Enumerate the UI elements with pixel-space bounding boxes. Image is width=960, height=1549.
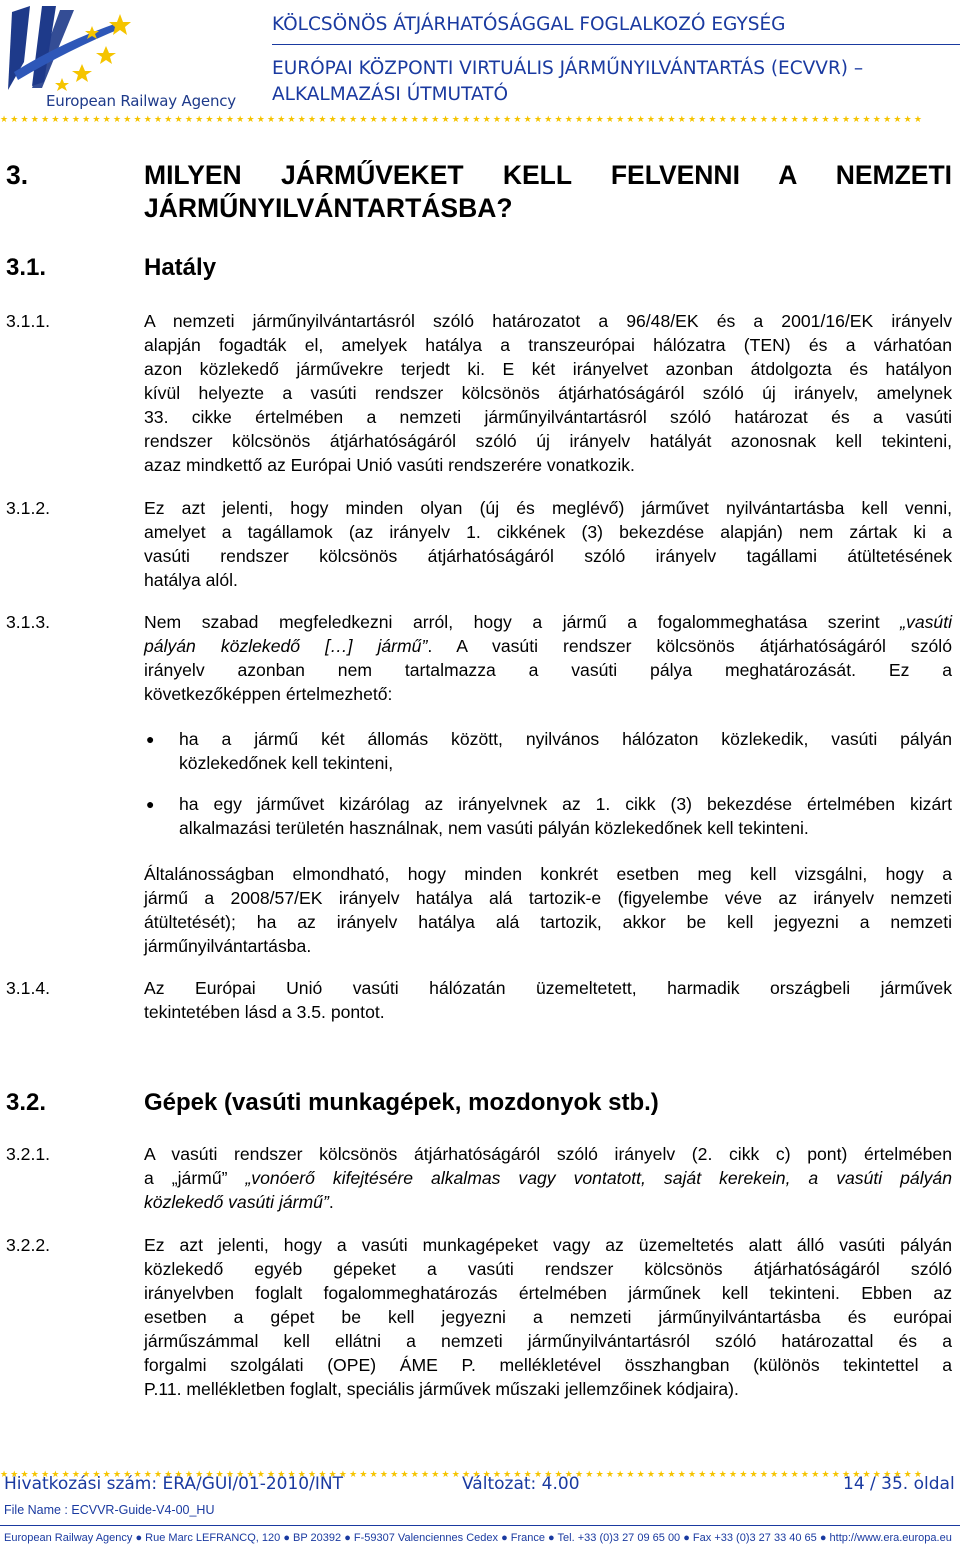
header-doc-title: EURÓPAI KÖZPONTI VIRTUÁLIS JÁRMŰNYILVÁNTARTÁS (ECVVR) – bbox=[272, 58, 864, 79]
footer-address: European Railway Agency ● Rue Marc LEFRANCQ, 120 ● BP 20392 ● F-59307 Valenciennes Cedex ● France ● Tel. +33 (0)3 27 09 65 00 ● Fax +33 (0)3 27 33 40 65 ● http://www.era.europa.eu bbox=[4, 1532, 952, 1544]
text-line: közlekedőnek kell tekinteni, bbox=[179, 753, 394, 773]
paragraph-number: 3.2.2. bbox=[6, 1235, 51, 1255]
text-line: A nemzeti járműnyilvántartásról szóló határozatot a 96/48/EK és a 2001/16/EK irányelv bbox=[144, 311, 952, 331]
section-number: 3. bbox=[6, 160, 29, 190]
text-line: irányelvben foglalt fogalommeghatározás értelmében járműnek kell tekinteni. Ebben az bbox=[144, 1283, 952, 1303]
header-unit-title: KÖLCSÖNÖS ÁTJÁRHATÓSÁGGAL FOGLALKOZÓ EGYSÉG bbox=[272, 14, 786, 35]
paragraph-3-1-2 bbox=[144, 496, 952, 592]
header-divider bbox=[272, 44, 960, 45]
text-line: A vasúti rendszer kölcsönös átjárhatóságáról szóló irányelv (2. cikk c) pont) értelmében bbox=[144, 1144, 952, 1164]
bullet-item bbox=[179, 792, 952, 840]
italic-quote: pályán közlekedő […] jármű” bbox=[144, 636, 428, 656]
paragraph-number: 3.1.2. bbox=[6, 498, 51, 518]
text-line: ha egy járművet kizárólag az irányelvnek az 1. cikk (3) bekezdése értelmében kizárt bbox=[179, 794, 952, 814]
text-line: 33. cikke értelmében a nemzeti járműnyilvántartásról szóló határozat és a vasúti bbox=[144, 407, 952, 427]
header-doc-subtitle: ALKALMAZÁSI ÚTMUTATÓ bbox=[272, 84, 509, 105]
text-line: közlekedő egyéb gépeket a vasúti rendszer kölcsönös átjárhatóságáról szóló bbox=[144, 1259, 952, 1279]
text-span: . bbox=[328, 1192, 334, 1212]
text-line: kívül helyezte a vasúti rendszer kölcsönös átjárhatóságáról szóló új irányelv, amelynek bbox=[144, 383, 952, 403]
paragraph-3-2-1 bbox=[144, 1142, 952, 1214]
text-line: jármű a 2008/57/EK irányelv hatálya alá tartozik-e (figyelembe véve az irányelv nemzeti bbox=[144, 888, 952, 908]
footer-version: Változat: 4.00 bbox=[462, 1474, 580, 1494]
text-line: Ez azt jelenti, hogy minden olyan (új és meglévő) járművet nyilvántartásba kell venni, bbox=[144, 498, 952, 518]
italic-quote: „vonóerő kifejtésére alkalmas vagy vontatott, saját kerekein, a vasúti pályán bbox=[245, 1168, 952, 1188]
text-line: amelyet a tagállamok (az irányelv 1. cikkének (3) bekezdése alapján) nem zártak ki a bbox=[144, 522, 952, 542]
paragraph-3-2-2 bbox=[144, 1233, 952, 1401]
paragraph-number: 3.1.4. bbox=[6, 978, 51, 998]
page-header bbox=[0, 0, 960, 125]
paragraph-3-1-4 bbox=[144, 976, 952, 1024]
subsection-number: 3.1. bbox=[6, 254, 47, 281]
bullet-item bbox=[179, 727, 952, 775]
text-line: irányelv azonban nem tartalmazza a vasúti pálya meghatározását. Ez a bbox=[144, 660, 952, 680]
paragraph-3-1-1 bbox=[144, 309, 952, 477]
text-line: alkalmazási területén használnak, nem vasúti pályán közlekedőnek kell tekinteni. bbox=[179, 818, 809, 838]
subsection-title: Hatály bbox=[144, 254, 217, 281]
footer-reference: Hivatkozási szám: ERA/GUI/01-2010/INT bbox=[4, 1474, 343, 1494]
text-line bbox=[144, 1166, 952, 1190]
text-span: Nem szabad megfeledkezni arról, hogy a jármű a fogalommeghatása szerint bbox=[144, 612, 901, 632]
text-line: azon közlekedő járművekre terjedt ki. E két irányelvet azonban átdolgozta és hatályon bbox=[144, 359, 952, 379]
italic-quote: „vasúti bbox=[900, 612, 952, 632]
paragraph-number: 3.2.1. bbox=[6, 1144, 51, 1164]
text-line: P.11. mellékletben foglalt, speciális járművek műszaki jellemzőinek kódjaira). bbox=[144, 1379, 739, 1399]
footer-star-border: ★★★★★★★★★★★★★★★★★★★★★★★★★★★★★★★★★★★★★★★★★★★★★★★★★★★★★★★★★★★★★★★★★★★★★★★★★★★★★★★★★★★★★★★★★★ bbox=[0, 1469, 925, 1479]
text-line: hatálya alól. bbox=[144, 570, 238, 590]
text-line bbox=[144, 1190, 952, 1214]
paragraph-number: 3.1.1. bbox=[6, 311, 51, 331]
header-star-border: ★★★★★★★★★★★★★★★★★★★★★★★★★★★★★★★★★★★★★★★★★★★★★★★★★★★★★★★★★★★★★★★★★★★★★★★★★★★★★★★★★★★★★★★★★★ bbox=[0, 114, 925, 124]
section-title-line: JÁRMŰNYILVÁNTARTÁSBA? bbox=[144, 193, 513, 223]
text-line: Az Európai Unió vasúti hálózatán üzemeltetett, harmadik országbeli járművek bbox=[144, 978, 952, 998]
text-line: rendszer kölcsönös átjárhatóságáról szóló új irányelv hatályát azonosnak kell tekinteni, bbox=[144, 431, 952, 451]
text-line: vasúti rendszer kölcsönös átjárhatóságáról szóló irányelv tagállami átültetésének bbox=[144, 546, 952, 566]
paragraph-general bbox=[144, 862, 952, 958]
subsection-number: 3.2. bbox=[6, 1089, 47, 1116]
text-span: a „jármű” bbox=[144, 1168, 246, 1188]
text-line: járműszámmal kell ellátni a nemzeti járműnyilvántartásról szóló határozattal és a bbox=[144, 1331, 952, 1351]
text-line: járműnyilvántartásba. bbox=[144, 936, 312, 956]
text-line: átültetését); ha az irányelv hatálya alá tartozik, akkor be kell jegyezni a nemzeti bbox=[144, 912, 952, 932]
text-line: Ez azt jelenti, hogy a vasúti munkagépeket vagy az üzemeltetés alatt álló vasúti pályán bbox=[144, 1235, 952, 1255]
footer-page-number: 14 / 35. oldal bbox=[843, 1474, 955, 1494]
text-line: tekintetében lásd a 3.5. pontot. bbox=[144, 1002, 385, 1022]
text-line: alapján fogadták el, amelyek hatálya a transzeurópai hálózatra (TEN) és a várhatóan bbox=[144, 335, 952, 355]
footer-filename: File Name : ECVVR-Guide-V4-00_HU bbox=[4, 1503, 215, 1517]
section-title bbox=[144, 159, 952, 191]
paragraph-3-1-3 bbox=[144, 610, 952, 706]
text-line: ha a jármű két állomás között, nyilvános hálózaton közlekedik, vasúti pályán bbox=[179, 729, 952, 749]
text-line: forgalmi szolgálati (OPE) ÁME P. mellékletével összhangban (különös tekintettel a bbox=[144, 1355, 952, 1375]
text-line: azaz mindkettő az Európai Unió vasúti rendszerére vonatkozik. bbox=[144, 455, 635, 475]
text-line bbox=[144, 634, 952, 658]
logo-text: European Railway Agency bbox=[46, 92, 236, 110]
section-title-line: MILYEN JÁRMŰVEKET KELL FELVENNI A NEMZETI bbox=[144, 160, 952, 190]
paragraph-number: 3.1.3. bbox=[6, 612, 51, 632]
text-line: Általánosságban elmondható, hogy minden konkrét esetben meg kell vizsgálni, hogy a bbox=[144, 864, 952, 884]
bullet-icon: ● bbox=[146, 796, 155, 812]
footer-divider bbox=[0, 1525, 960, 1526]
text-line: következőképpen értelmezhető: bbox=[144, 684, 393, 704]
text-line bbox=[144, 610, 952, 634]
subsection-title: Gépek (vasúti munkagépek, mozdonyok stb.) bbox=[144, 1089, 659, 1116]
text-span: . A vasúti rendszer kölcsönös átjárhatóságáról szóló bbox=[427, 636, 952, 656]
italic-quote: közlekedő vasúti jármű” bbox=[144, 1192, 329, 1212]
text-line: esetben a gépet be kell jegyezni a nemzeti járműnyilvántartásba és európai bbox=[144, 1307, 952, 1327]
bullet-icon: ● bbox=[146, 731, 155, 747]
